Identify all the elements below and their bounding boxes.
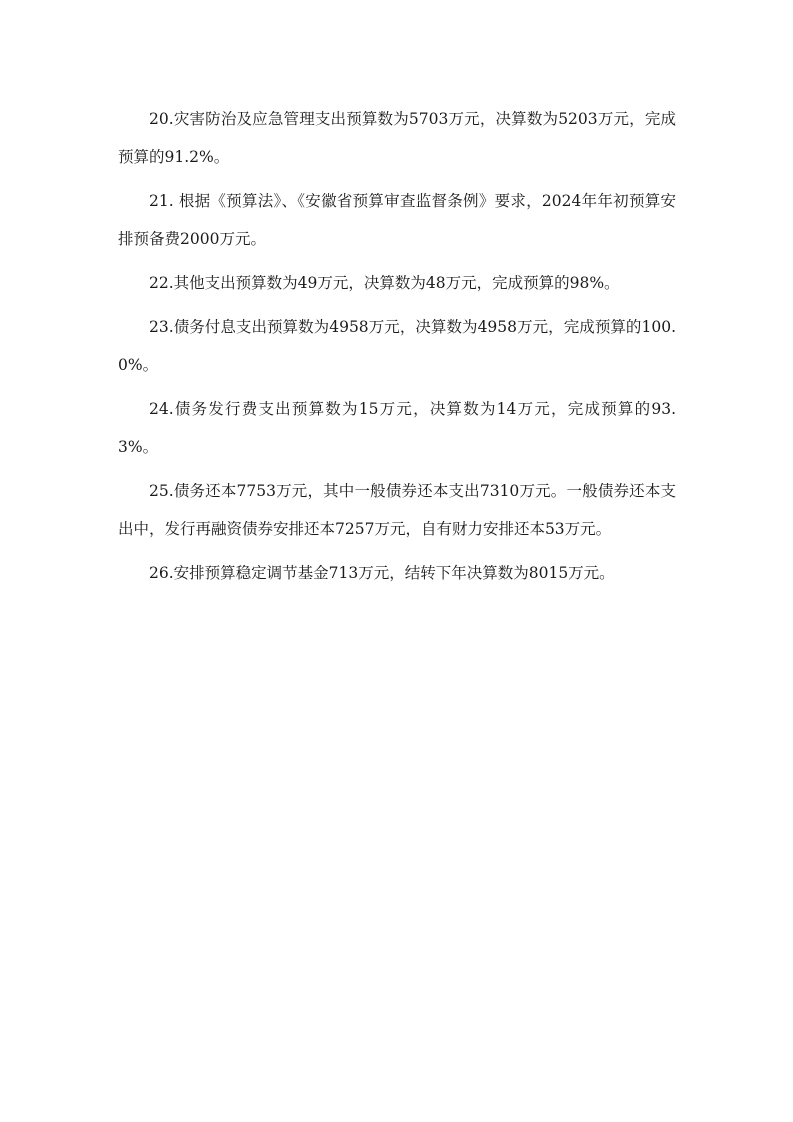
paragraph-20: 20.灾害防治及应急管理支出预算数为5703万元，决算数为5203万元，完成预算的91.2%。 — [118, 110, 676, 166]
paragraph-24: 24.债务发行费支出预算数为15万元，决算数为14万元，完成预算的93.3%。 — [118, 400, 676, 456]
paragraph-25: 25.债务还本7753万元，其中一般债券还本支出7310万元。一般债券还本支出中，发行再融资债券安排还本7257万元，自有财力安排还本53万元。 — [118, 482, 676, 538]
document-body — [118, 100, 676, 598]
paragraph-26: 26.安排预算稳定调节基金713万元，结转下年决算数为8015万元。 — [149, 564, 615, 582]
paragraph-23: 23.债务付息支出预算数为4958万元，决算数为4958万元，完成预算的100.0%。 — [118, 318, 676, 374]
paragraph-21: 21. 根据《预算法》、《安徽省预算审查监督条例》要求，2024年年初预算安排预备费2000万元。 — [118, 192, 676, 248]
paragraph-22: 22.其他支出预算数为49万元，决算数为48万元，完成预算的98%。 — [149, 274, 620, 292]
